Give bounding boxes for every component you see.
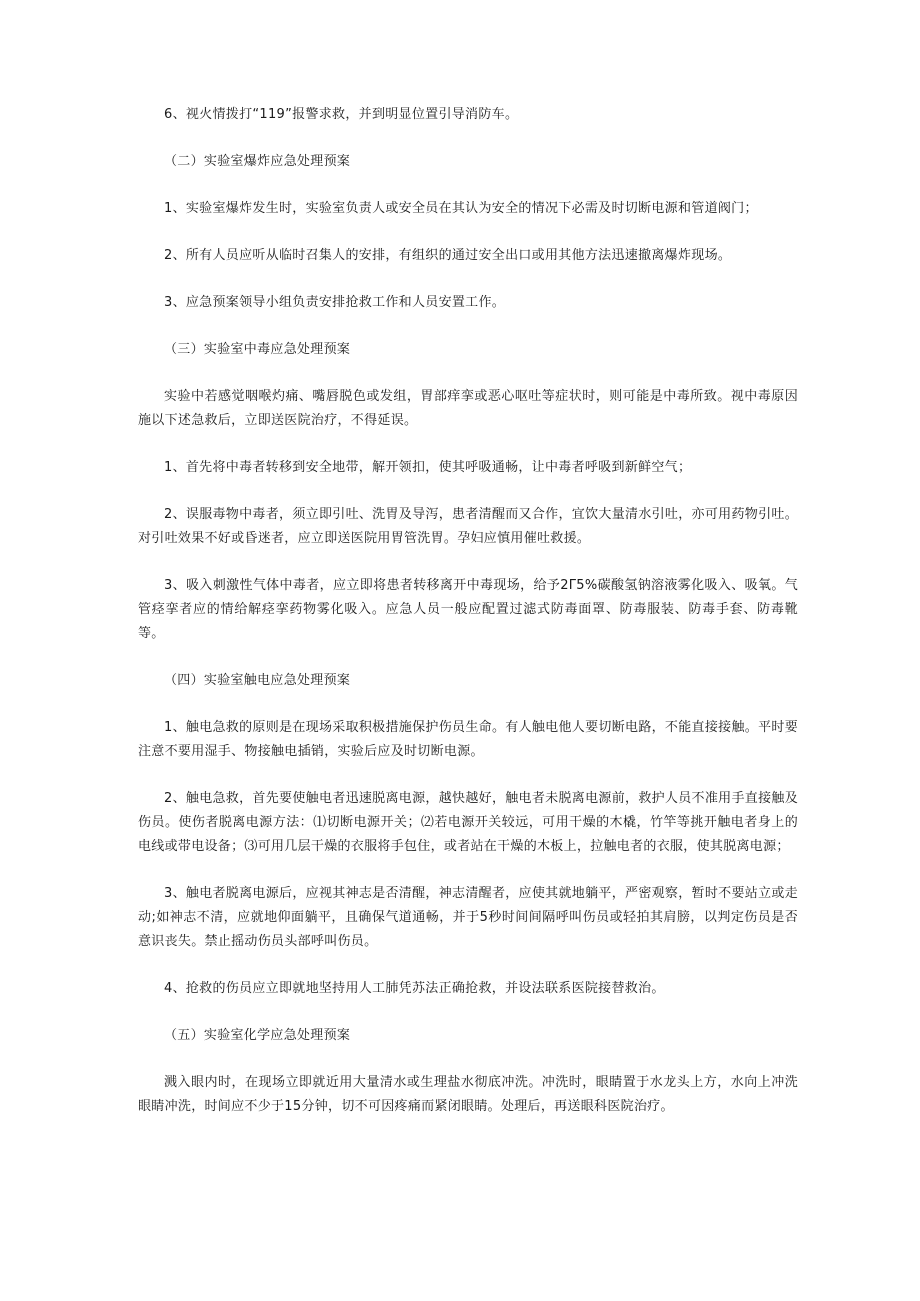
paragraph-shock-item-2: 2、触电急救，首先要使触电者迅速脱离电源，越快越好，触电者未脱离电源前，救护人员不准用手直接触及伤员。使伤者脱离电源方法：⑴切断电源开关；⑵若电源开关较远，可用干燥的木橇，竹竿等挑开触电者身上的电线或带电设备；⑶可用几层干燥的衣服将手包住，或者站在干燥的木板上，拉触电者的衣服，使其脱离电源；	[138, 791, 798, 854]
section-heading-explosion: （二）实验室爆炸应急处理预案	[164, 154, 351, 169]
paragraph-poisoning-item-1: 1、首先将中毒者转移到安全地带，解开领扣，使其呼吸通畅，让中毒者呼吸到新鲜空气；	[164, 460, 692, 475]
paragraph-poisoning-item-2: 2、误服毒物中毒者，须立即引吐、洗胃及导泻，患者清醒而又合作，宜饮大量清水引吐，亦可用药物引吐。对引吐效果不好或昏迷者，应立即送医院用胃管洗胃。孕妇应慎用催吐救援。	[138, 507, 798, 546]
paragraph-explosion-item-2: 2、所有人员应听从临时召集人的安排，有组织的通过安全出口或用其他方法迅速撤离爆炸现场。	[164, 248, 732, 263]
paragraph-explosion-item-1: 1、实验室爆炸发生时，实验室负责人或安全员在其认为安全的情况下必需及时切断电源和管道阀门；	[164, 201, 758, 216]
paragraph-shock-item-3: 3、触电者脱离电源后，应视其神志是否清醒，神志清醒者，应使其就地躺平，严密观察，暂时不要站立或走动;如神志不清，应就地仰面躺平，且确保气道通畅，并于5秒时间间隔呼叫伤员或轻拍其肩膀，以判定伤员是否意识丧失。禁止摇动伤员头部呼叫伤员。	[138, 886, 798, 949]
paragraph-explosion-item-3: 3、应急预案领导小组负责安排抢救工作和人员安置工作。	[164, 295, 506, 310]
paragraph-fire-item-6: 6、视火情拨打“119”报警求救，并到明显位置引导消防车。	[164, 107, 519, 122]
paragraph-poisoning-item-3: 3、吸入刺激性气体中毒者，应立即将患者转移离开中毒现场，给予2Γ5%碳酸氢钠溶液雾化吸入、吸氧。气管痉挛者应的情给解痉挛药物雾化吸入。应急人员一般应配置过滤式防毒面罩、防毒服装、防毒手套、防毒靴等。	[138, 578, 798, 641]
section-heading-chemical: （五）实验室化学应急处理预案	[164, 1028, 351, 1043]
section-heading-poisoning: （三）实验室中毒应急处理预案	[164, 342, 351, 357]
paragraph-chemical-eye: 溅入眼内时，在现场立即就近用大量清水或生理盐水彻底冲洗。冲洗时，眼睛置于水龙头上方，水向上冲洗眼睛冲洗，时间应不少于15分钟，切不可因疼痛而紧闭眼睛。处理后，再送眼科医院治疗。	[138, 1075, 798, 1114]
document-body	[138, 103, 798, 1142]
paragraph-shock-item-1: 1、触电急救的原则是在现场采取积极措施保护伤员生命。有人触电他人要切断电路，不能直接接触。平时要注意不要用湿手、物接触电插销，实验后应及时切断电源。	[138, 720, 798, 759]
paragraph-shock-item-4: 4、抢救的伤员应立即就地坚持用人工肺凭苏法正确抢救，并设法联系医院接替救治。	[164, 981, 665, 996]
section-heading-electric-shock: （四）实验室触电应急处理预案	[164, 673, 351, 688]
paragraph-poisoning-intro: 实验中若感觉咽喉灼痛、嘴唇脱色或发组，胃部痒挛或恶心呕吐等症状时，则可能是中毒所致。视中毒原因施以下述急救后，立即送医院治疗，不得延误。	[138, 389, 798, 428]
